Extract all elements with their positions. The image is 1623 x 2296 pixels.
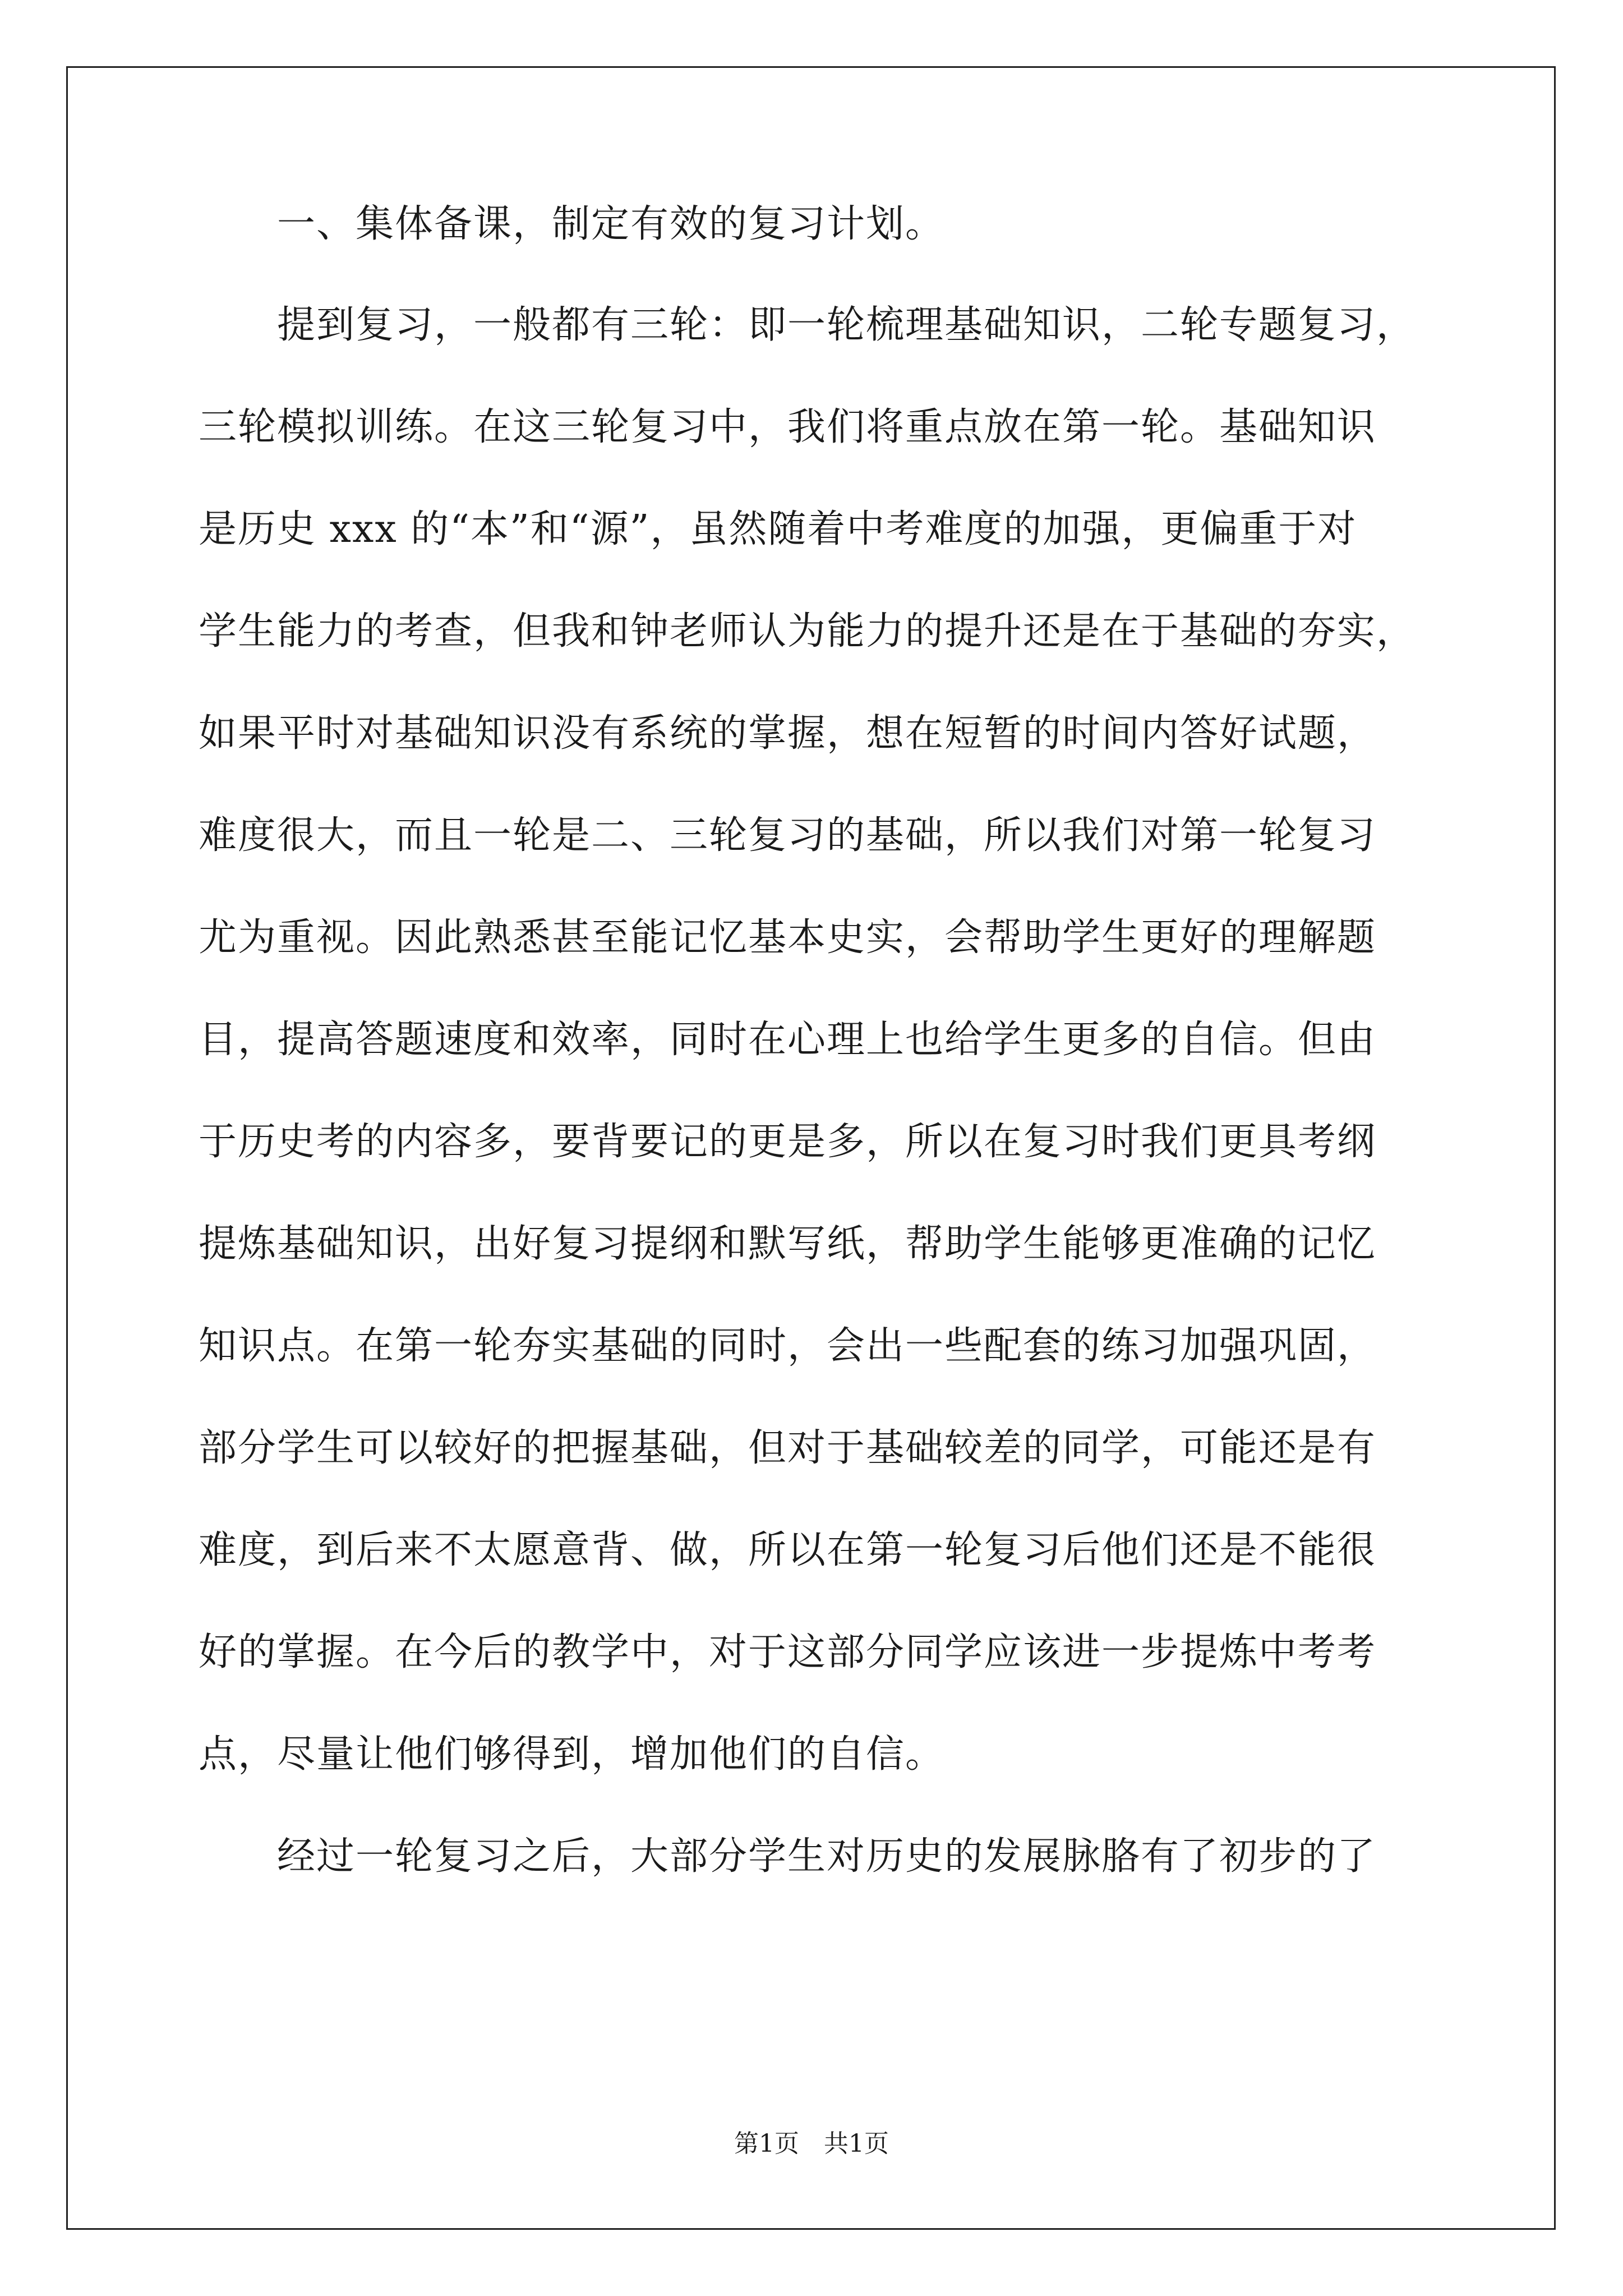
- paragraph-line: 难度很大，而且一轮是二、三轮复习的基础，所以我们对第一轮复习: [199, 813, 1377, 858]
- paragraph-line: 目，提高答题速度和效率，同时在心理上也给学生更多的自信。但由: [199, 1018, 1377, 1062]
- paragraph-line: 三轮模拟训练。在这三轮复习中，我们将重点放在第一轮。基础知识: [199, 405, 1377, 449]
- paragraph-line: 如果平时对基础知识没有系统的掌握，想在短暂的时间内答好试题，: [199, 711, 1377, 756]
- paragraph-line: 难度，到后来不太愿意背、做，所以在第一轮复习后他们还是不能很: [199, 1528, 1377, 1572]
- paragraph-line: 部分学生可以较好的把握基础，但对于基础较差的同学，可能还是有: [199, 1426, 1377, 1470]
- paragraph-line: 学生能力的考查，但我和钟老师认为能力的提升还是在于基础的夯实，: [199, 609, 1416, 654]
- paragraph-line: 尤为重视。因此熟悉甚至能记忆基本史实，会帮助学生更好的理解题: [199, 915, 1377, 960]
- paragraph-line: 于历史考的内容多，要背要记的更是多，所以在复习时我们更具考纲: [199, 1120, 1377, 1164]
- paragraph-line: 提到复习，一般都有三轮：即一轮梳理基础知识，二轮专题复习，: [199, 303, 1416, 347]
- paragraph-line: 知识点。在第一轮夯实基础的同时，会出一些配套的练习加强巩固，: [199, 1324, 1377, 1368]
- paragraph-line: 点，尽量让他们够得到，增加他们的自信。: [199, 1732, 945, 1777]
- heading-line: 一、集体备课，制定有效的复习计划。: [199, 202, 945, 246]
- paragraph-line: 经过一轮复习之后，大部分学生对历史的发展脉胳有了初步的了: [199, 1834, 1377, 1879]
- page-footer: 第1页 共1页: [734, 2129, 889, 2158]
- paragraph-line: 好的掌握。在今后的教学中，对于这部分同学应该进一步提炼中考考: [199, 1630, 1377, 1674]
- paragraph-line: 提炼基础知识，出好复习提纲和默写纸，帮助学生能够更准确的记忆: [199, 1222, 1377, 1266]
- paragraph-line: 是历史 xxx 的“本”和“源”，虽然随着中考难度的加强，更偏重于对: [199, 507, 1357, 551]
